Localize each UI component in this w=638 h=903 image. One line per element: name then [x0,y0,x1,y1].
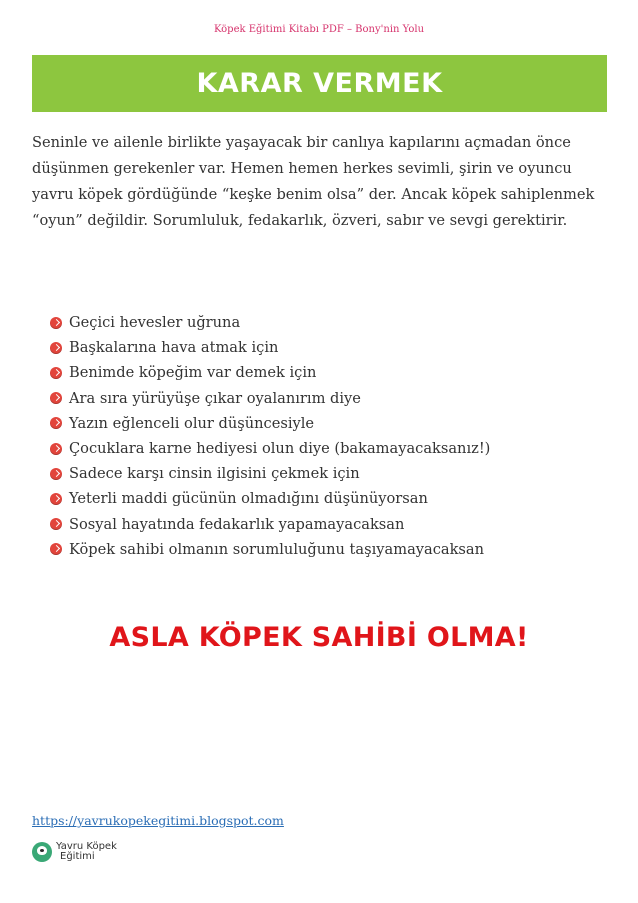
intro-paragraph: Seninle ve ailenle birlikte yaşayacak bir canlıya kapılarını açmadan önce düşünmen gerekenler var. Hemen hemen herkes sevimli, şirin ve oyuncu yavru köpek gördüğünde “keşke benim olsa” der. Ancak köpek sahiplenmek “oyun” değildir. Sorumluluk, fedakarlık, özveri, sabır ve sevgi gerektirir. [32,134,595,229]
warning-heading: ASLA KÖPEK SAHİBİ OLMA! [109,622,529,653]
checkmark-circle-icon [50,468,62,480]
checkmark-circle-icon [50,342,62,354]
blog-link[interactable]: https://yavrukopekegitimi.blogspot.com [32,813,284,828]
list-item [50,386,490,411]
list-item [50,360,490,385]
list-item [50,512,490,537]
logo-line-2: Eğitimi [60,851,95,862]
list-item [50,537,490,562]
list-item-text: Sosyal hayatında fedakarlık yapamayacaksan [69,515,405,533]
checkmark-circle-icon [50,443,62,455]
list-item-text: Başkalarına hava atmak için [69,339,279,357]
list-item [50,310,490,335]
list-item-text: Yeterli maddi gücünün olmadığını düşünüyorsan [69,490,428,508]
title-banner [32,55,607,112]
checkmark-circle-icon [50,493,62,505]
logo-line-1: Yavru Köpek [56,841,117,852]
list-item [50,335,490,360]
checkmark-circle-icon [50,392,62,404]
logo-text [56,842,117,862]
list-item [50,486,490,511]
checkmark-circle-icon [50,367,62,379]
list-item-text: Benimde köpeğim var demek için [69,364,317,382]
list-item-text: Ara sıra yürüyüşe çıkar oyalanırım diye [69,389,361,407]
checkmark-circle-icon [50,543,62,555]
page-title: KARAR VERMEK [196,68,443,99]
list-item-text: Yazın eğlenceli olur düşüncesiyle [69,414,315,432]
list-item-text: Sadece karşı cinsin ilgisini çekmek için [69,465,360,483]
checkmark-circle-icon [50,417,62,429]
running-header: Köpek Eğitimi Kitabı PDF – Bony'nin Yolu [213,24,425,35]
list-item [50,436,490,461]
list-item-text: Geçici hevesler uğruna [69,314,241,332]
dog-logo-icon [32,842,52,862]
list-item-text: Çocuklara karne hediyesi olun diye (bakamayacaksanız!) [69,440,491,458]
checkmark-circle-icon [50,518,62,530]
reasons-list [50,310,490,562]
checkmark-circle-icon [50,317,62,329]
site-logo [32,842,117,862]
list-item [50,411,490,436]
list-item-text: Köpek sahibi olmanın sorumluluğunu taşıyamayacaksan [69,540,485,558]
list-item [50,461,490,486]
